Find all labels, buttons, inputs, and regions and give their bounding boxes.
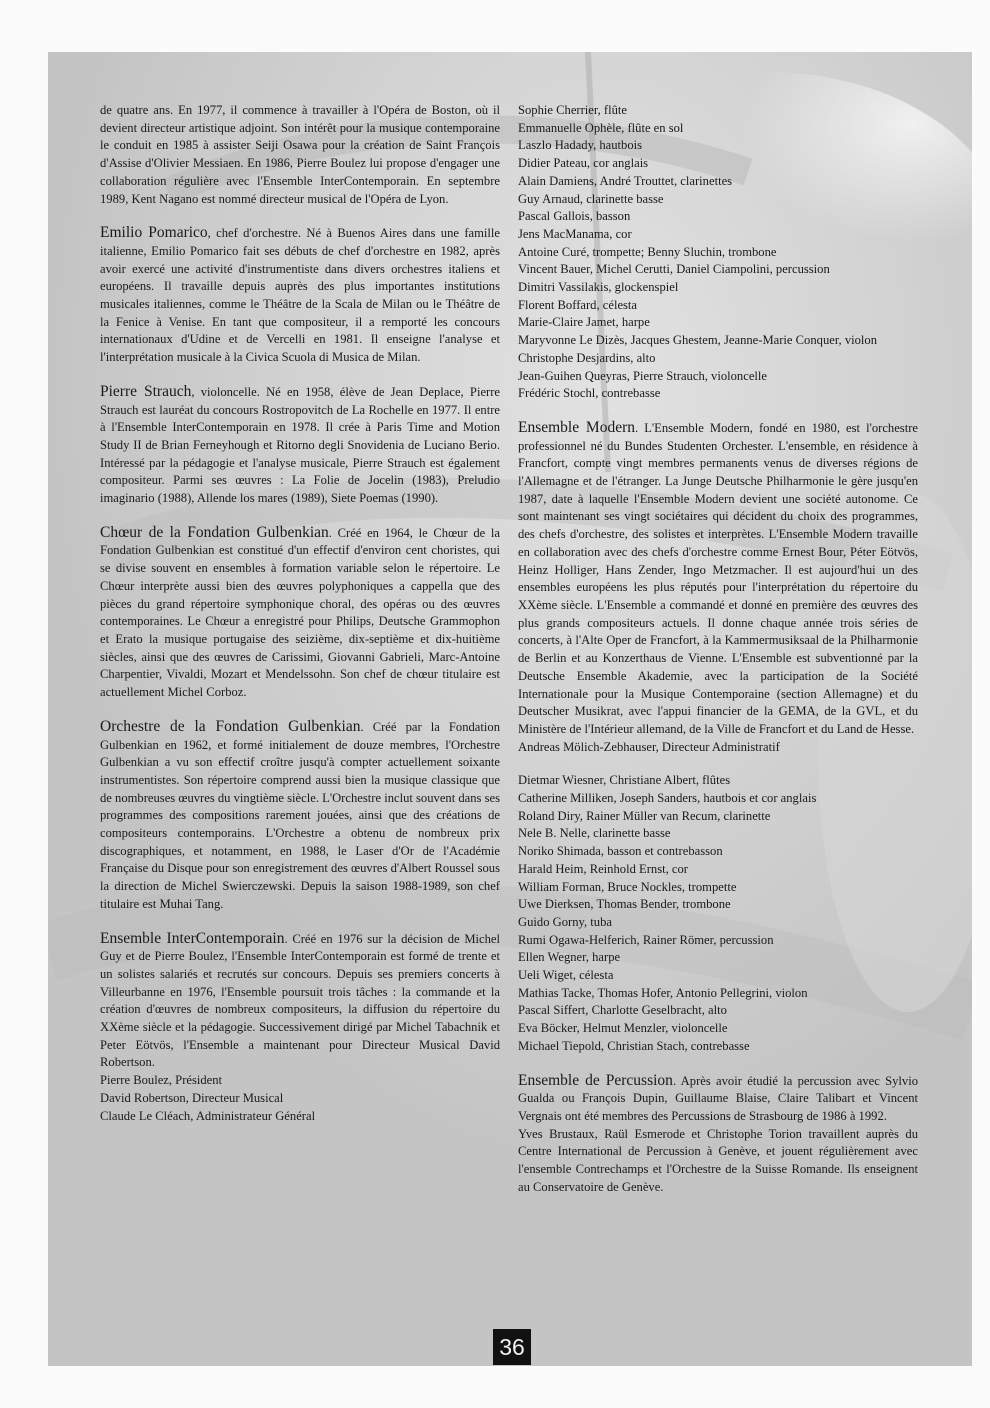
member-line: Didier Pateau, cor anglais	[518, 156, 649, 171]
member-line: Christophe Desjardins, alto	[518, 350, 656, 365]
staff-line: Claude Le Cléach, Administrateur Général	[100, 1108, 316, 1123]
member-line: Pascal Gallois, basson	[518, 209, 631, 224]
choeur-text: . Créé en 1964, le Chœur de la Fondation Gulbenkian est constitué d'un effectif d'environ cent choristes, qui se divise souvent en ensembles à formation variable selon le répertoire. Le Chœur interprète aussi bien des œuvres polyphoniques a cappella que des pièces du grand répertoire symphonique choral, des opéras ou des œuvres contemporaines. Le Chœur a enregistré pour Philips, Deutsche Grammophon et Erato la musique portugaise des seizième, dix-septième et dix-huitième siècles, ainsi que des œuvres de Carissimi, Giovanni Gabrieli, Marc-Antoine Charpentier, Vivaldi, Mozart et Mendelssohn. Son chef de chœur titulaire est actuellement Michel Corboz.	[100, 525, 500, 700]
pomarico-heading: Emilio Pomarico	[100, 224, 208, 242]
member-line: Sophie Cherrier, flûte	[518, 103, 627, 117]
strauch-text: , violoncelle. Né en 1958, élève de Jean Deplace, Pierre Strauch est lauréat du concours Rostropovitch de La Rochelle en 1977. Il entre à l'Ensemble InterContemporain en 1978. Il crée à Paris Time and Motion Study II de Brian Ferneyhough et Ritorno degli Snovidenia de Luciano Berio. Intéressé par la pédagogie et l'analyse musicale, Pierre Strauch est également compositeur. Parmi ses œuvres : La Folie de Jocelin (1983), Preludio imaginario (1988), Allende los mares (1989), Siete Poemas (1990).	[100, 384, 501, 506]
program-page-panel	[48, 52, 972, 1366]
intercontemporain-staff-list	[100, 1072, 500, 1125]
member-line: Guido Gorny, tuba	[518, 914, 612, 929]
member-line: Alain Damiens, André Trouttet, clarinettes	[518, 173, 733, 188]
member-line: Maryvonne Le Dizès, Jacques Ghestem, Jeanne-Marie Conquer, violon	[518, 333, 878, 348]
member-line: Michael Tiepold, Christian Stach, contrebasse	[518, 1038, 750, 1053]
ensemble-modern-bio	[518, 419, 918, 739]
eic-member-list	[518, 102, 918, 403]
page-number: 36	[493, 1329, 531, 1365]
modern-text: . L'Ensemble Modern, fondé en 1980, est l'orchestre professionnel né du Bundes Studenten Orchester. L'ensemble, en résidence à Francfort, compte vingt membres permanents venus de diverses régions de l'Allemagne et de l'étranger. La Junge Deutsche Philharmonie le gère jusqu'en 1987, date à laquelle l'Ensemble Modern devient une société autonome. Ce sont maintenant ses vingt sociétaires qui décident du choix des programmes, des chefs d'orchestre, des solistes et interprètes. L'Ensemble Modern travaille en collaboration avec des chefs d'orchestre comme Ernest Bour, Péter Eötvös, Heinz Holliger, Hans Zender, Ingo Metzmacher. Il est aujourd'hui un des ensembles européens les plus réputés pour l'interprétation du répertoire du XXème siècle. L'Ensemble a commandé et donné en première des œuvres des plus grands compositeurs actuels. Il donne chaque année trois séries de concerts, à l'Alte Oper de Francfort, à la Kammermusiksaal de la Philharmonie de Berlin et au Konzerthaus de Vienne. L'Ensemble est subventionné par la Deutsche Ensemble Akademie, avec la participation de la Société Internationale pour la Musique Contemporaine (section Allemagne) et du Deutscher Musikrat, avec l'appui financier de la GEMA, de la GVL, et du Ministère de l'Intérieur allemand, de la Ville de Francfort et du Land de Hesse.	[518, 420, 918, 736]
member-line: Emmanuelle Ophèle, flûte en sol	[518, 120, 684, 135]
member-line: Marie-Claire Jamet, harpe	[518, 315, 650, 330]
strauch-heading: Pierre Strauch	[100, 382, 192, 400]
staff-line: David Robertson, Directeur Musical	[100, 1090, 284, 1105]
staff-line: Pierre Boulez, Président	[100, 1073, 223, 1088]
ensemble-percussion-bio	[518, 1072, 918, 1126]
intercontemporain-heading: Ensemble InterContemporain	[100, 929, 285, 947]
percussion-text: . Après avoir étudié la percussion avec Sylvio Gualda ou François Dupin, Guillaume Blaise, Claire Talibart et Vincent Vergnais ont été membres des Percussions de Strasbourg de 1986 à 1992.	[518, 1073, 918, 1123]
modern-heading: Ensemble Modern	[518, 418, 635, 436]
kent-nagano-bio-continued: de quatre ans. En 1977, il commence à travailler à l'Opéra de Boston, où il devient directeur artistique adjoint. Son intérêt pour la musique contemporaine le conduit en 1985 à assister Seiji Osawa pour la création de Saint François d'Assise d'Olivier Messiaen. En 1986, Pierre Boulez lui propose d'engager une collaboration régulière avec l'Ensemble InterContemporain. En septembre 1989, Kent Nagano est nommé directeur musical de l'Opéra de Lyon.	[100, 103, 500, 206]
member-line: Eva Böcker, Helmut Menzler, violoncelle	[518, 1021, 728, 1036]
member-line: Catherine Milliken, Joseph Sanders, hautbois et cor anglais	[518, 791, 817, 806]
right-column	[518, 102, 918, 1196]
orchestre-heading: Orchestre de la Fondation Gulbenkian	[100, 717, 361, 735]
orchestre-text: . Créé par la Fondation Gulbenkian en 1962, et formé initialement de douze membres, l'Orchestre Gulbenkian a vu son effectif croître jusqu'à compter actuellement soixante instrumentistes. Son répertoire comprend aussi bien la musique classique que de nombreuses œuvres du vingtième siècle. L'Orchestre inclut souvent dans ses programmes des compositions rarement jouées, ainsi que des créations de compositeurs contemporains. L'Orchestre a obtenu de nombreux prix discographiques, et notamment, en 1988, le Laser d'Or de l'Académie Française du Disque pour son enregistrement des œuvres d'Albert Roussel sous la direction de Michel Swierczewski. Depuis la saison 1988-1989, son chef titulaire est Muhai Tang.	[100, 719, 500, 911]
member-line: Dimitri Vassilakis, glockenspiel	[518, 280, 679, 295]
member-line: Harald Heim, Reinhold Ernst, cor	[518, 861, 688, 876]
pomarico-bio	[100, 224, 500, 367]
member-line: Noriko Shimada, basson et contrebasson	[518, 844, 723, 859]
member-line: Laszlo Hadady, hautbois	[518, 138, 643, 153]
member-line: Ueli Wiget, célesta	[518, 968, 614, 983]
member-line: Jens MacManama, cor	[518, 226, 632, 241]
ensemble-percussion-bio-2: Yves Brustaux, Raül Esmerode et Christophe Torion travaillent auprès du Centre International de Percussion à Genève, et jouent régulièrement avec l'ensemble Contrechamps et l'Orchestre de la Suisse Romande. Ils enseignent au Conservatoire de Genève.	[518, 1126, 918, 1194]
intercontemporain-bio	[100, 930, 500, 1073]
modern-staff-line: Andreas Mölich-Zebhauser, Directeur Administratif	[518, 739, 780, 754]
member-line: Roland Diry, Rainer Müller van Recum, clarinette	[518, 808, 771, 823]
member-line: Florent Boffard, célesta	[518, 297, 638, 312]
member-line: Nele B. Nelle, clarinette basse	[518, 826, 671, 841]
choeur-gulbenkian-bio	[100, 524, 500, 702]
member-line: Mathias Tacke, Thomas Hofer, Antonio Pellegrini, violon	[518, 985, 808, 1000]
strauch-bio	[100, 383, 500, 508]
member-line: Ellen Wegner, harpe	[518, 950, 621, 965]
choeur-heading: Chœur de la Fondation Gulbenkian	[100, 523, 329, 541]
orchestre-gulbenkian-bio	[100, 718, 500, 914]
member-line: William Forman, Bruce Nockles, trompette	[518, 879, 737, 894]
member-line: Vincent Bauer, Michel Cerutti, Daniel Ciampolini, percussion	[518, 262, 830, 277]
pomarico-text: , chef d'orchestre. Né à Buenos Aires dans une famille italienne, Emilio Pomarico fait ses débuts de chef d'orchestre en 1982, après avoir exercé une activité d'instrumentiste dans divers orchestres italiens et européens. Il travaille depuis auprès des plus importantes institutions musicales italiennes, comme le Théâtre de la Scala de Milan ou le Théâtre de la Fenice à Venise. En tant que compositeur, il a remporté les concours internationaux d'Udine et de Vercelli en 1981. Il enseigne l'analyse et l'interprétation musicale à la Civica Scuola di Musica de Milan.	[100, 226, 500, 365]
intercontemporain-text: . Créé en 1976 sur la décision de Michel Guy et de Pierre Boulez, l'Ensemble InterContemporain est formé de trente et un solistes salariés et recrutés sur concours. Depuis ses premiers concerts à Villeurbanne en 1976, l'Ensemble poursuit trois tâches : la commande et la création d'œuvres de nombreux compositeurs, la diffusion du répertoire du XXème siècle et la pédagogie. Successivement dirigé par Michel Tabachnik et Peter Eötvös, l'Ensemble a maintenant pour Directeur Musical David Robertson.	[100, 931, 500, 1070]
member-line: Jean-Guihen Queyras, Pierre Strauch, violoncelle	[518, 368, 767, 383]
member-line: Rumi Ogawa-Helferich, Rainer Römer, percussion	[518, 932, 774, 947]
member-line: Uwe Dierksen, Thomas Bender, trombone	[518, 897, 731, 912]
left-column	[100, 102, 500, 1125]
member-line: Antoine Curé, trompette; Benny Sluchin, trombone	[518, 244, 777, 259]
member-line: Dietmar Wiesner, Christiane Albert, flûtes	[518, 773, 731, 788]
member-line: Pascal Siffert, Charlotte Geselbracht, alto	[518, 1003, 727, 1018]
modern-member-list	[518, 772, 918, 1055]
member-line: Guy Arnaud, clarinette basse	[518, 191, 664, 206]
percussion-heading: Ensemble de Percussion	[518, 1071, 673, 1089]
member-line: Frédéric Stochl, contrebasse	[518, 386, 661, 401]
